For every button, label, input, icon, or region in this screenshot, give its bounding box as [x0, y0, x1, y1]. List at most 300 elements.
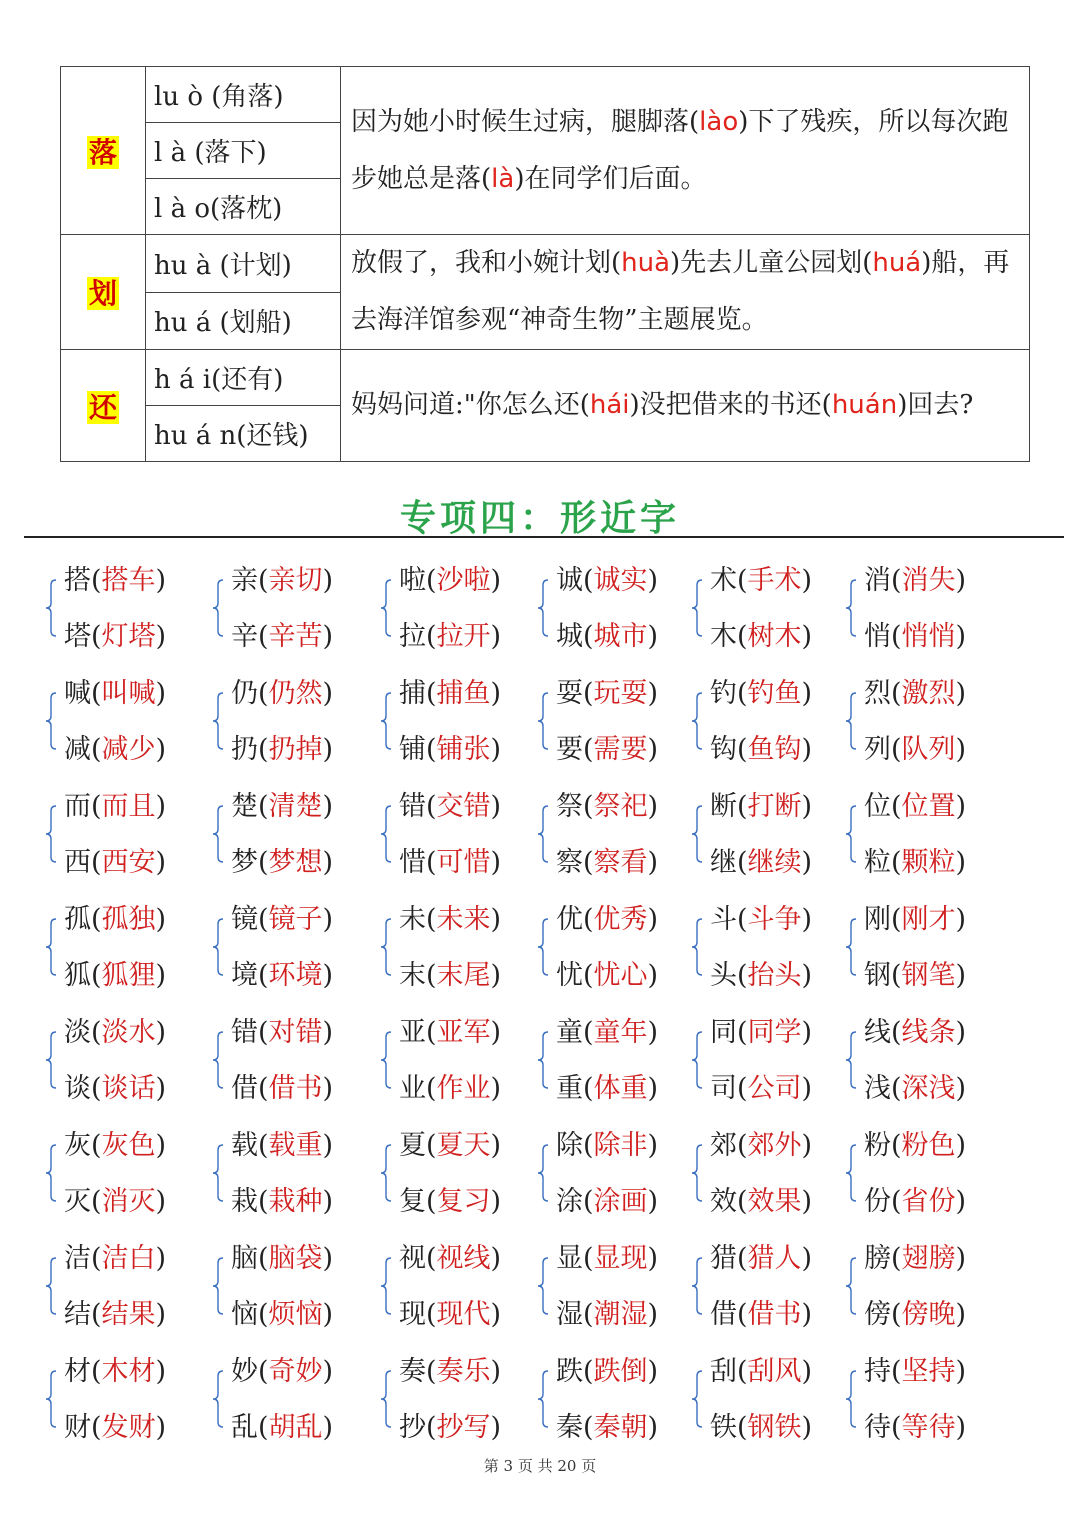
char: 效: [710, 1186, 737, 1217]
char: 淡: [64, 1017, 91, 1048]
paren: ): [490, 1017, 502, 1048]
char-line: [556, 1184, 658, 1220]
char-line: [64, 732, 166, 768]
char: 而: [64, 791, 91, 822]
char-line: [556, 789, 658, 825]
char: 继: [710, 847, 737, 878]
paren: ): [490, 791, 502, 822]
paren: (: [91, 1073, 102, 1104]
brace-icon: [538, 1257, 548, 1315]
example-word: 效果: [747, 1186, 802, 1217]
paren: (: [426, 1073, 437, 1104]
paren: ): [647, 1073, 659, 1104]
char-line: [710, 1241, 812, 1277]
paren: ): [155, 734, 167, 765]
char: 钓: [710, 678, 737, 709]
polyphone-row: [61, 67, 1030, 123]
brace-icon: [846, 918, 856, 976]
char: 借: [231, 1073, 258, 1104]
char-line: [864, 1241, 966, 1277]
char: 粉: [864, 1130, 891, 1161]
example-word: 未来: [436, 904, 491, 935]
paren: (: [583, 1017, 594, 1048]
paren: (: [891, 1073, 902, 1104]
char-line: [556, 1297, 658, 1333]
char: 捕: [399, 678, 426, 709]
char: 拉: [399, 621, 426, 652]
example-word: 除非: [593, 1130, 648, 1161]
pinyin-highlight: lào: [699, 106, 739, 137]
similar-char-pair: [213, 664, 363, 776]
similar-char-pair: [46, 551, 196, 663]
paren: (: [737, 678, 748, 709]
paren: (: [91, 1412, 102, 1443]
similar-char-pair: [692, 1229, 842, 1341]
example-word: 刮风: [747, 1356, 802, 1387]
similar-char-pair: [381, 890, 531, 1002]
paren: ): [801, 904, 813, 935]
paren: ): [647, 1130, 659, 1161]
char-line: [399, 1184, 501, 1220]
example-word: 队列: [901, 734, 956, 765]
example-word: 视线: [436, 1243, 491, 1274]
char: 搭: [64, 565, 91, 596]
similar-char-pair: [692, 664, 842, 776]
paren: ): [155, 1017, 167, 1048]
char: 末: [399, 960, 426, 991]
paren: ): [155, 1073, 167, 1104]
example-word: 捕鱼: [436, 678, 491, 709]
char-line: [231, 1354, 333, 1390]
brace-icon: [213, 1257, 223, 1315]
similar-char-pair: [213, 1003, 363, 1115]
paren: (: [891, 1412, 902, 1443]
similar-char-pair: [213, 777, 363, 889]
similar-char-pair: [381, 664, 531, 776]
pinyin-reading: hu á (划船): [146, 292, 341, 350]
paren: ): [155, 791, 167, 822]
example-word: 辛苦: [268, 621, 323, 652]
char-line: [399, 1015, 501, 1051]
paren: (: [426, 565, 437, 596]
char-line: [399, 676, 501, 712]
paren: ): [647, 1017, 659, 1048]
char: 谈: [64, 1073, 91, 1104]
example-word: 深浅: [901, 1073, 956, 1104]
paren: (: [583, 1130, 594, 1161]
paren: (: [91, 1186, 102, 1217]
paren: (: [91, 565, 102, 596]
char-line: [64, 619, 166, 655]
paren: (: [258, 791, 269, 822]
char: 啦: [399, 565, 426, 596]
similar-char-pair: [538, 551, 688, 663]
example-word: 奇妙: [268, 1356, 323, 1387]
char: 刮: [710, 1356, 737, 1387]
char: 烈: [864, 678, 891, 709]
similar-char-pair: [846, 1003, 996, 1115]
brace-icon: [846, 579, 856, 637]
paren: (: [426, 678, 437, 709]
paren: (: [91, 1243, 102, 1274]
polyphone-char-label: 落: [88, 135, 117, 169]
char: 头: [710, 960, 737, 991]
char-line: [556, 1071, 658, 1107]
example-word: 清楚: [268, 791, 323, 822]
title-divider: [24, 536, 1064, 538]
paren: ): [155, 1299, 167, 1330]
char-line: [231, 845, 333, 881]
pinyin-highlight: hái: [589, 390, 630, 420]
similar-char-pair: [692, 551, 842, 663]
brace-icon: [213, 1144, 223, 1202]
char: 脑: [231, 1243, 258, 1274]
char-line: [399, 1128, 501, 1164]
char: 耍: [556, 678, 583, 709]
char-line: [64, 1071, 166, 1107]
paren: (: [258, 960, 269, 991]
char-line: [710, 732, 812, 768]
char: 猎: [710, 1243, 737, 1274]
similar-char-pair: [538, 890, 688, 1002]
char-line: [399, 619, 501, 655]
paren: (: [583, 791, 594, 822]
char: 境: [231, 960, 258, 991]
similar-char-pair: [213, 551, 363, 663]
brace-icon: [213, 918, 223, 976]
paren: ): [801, 1356, 813, 1387]
char-line: [231, 1128, 333, 1164]
example-word: 借书: [268, 1073, 323, 1104]
char: 列: [864, 734, 891, 765]
char-line: [710, 1184, 812, 1220]
paren: (: [737, 1130, 748, 1161]
example-word: 结果: [101, 1299, 156, 1330]
char-line: [64, 789, 166, 825]
paren: ): [490, 1130, 502, 1161]
pinyin-reading: l à (落下): [146, 123, 341, 179]
char-line: [864, 619, 966, 655]
char-line: [399, 958, 501, 994]
paren: (: [583, 904, 594, 935]
example-word: 消失: [901, 565, 956, 596]
paren: ): [155, 678, 167, 709]
paren: ): [322, 1073, 334, 1104]
char: 持: [864, 1356, 891, 1387]
char-line: [556, 958, 658, 994]
brace-icon: [381, 805, 391, 863]
paren: (: [91, 678, 102, 709]
paren: ): [955, 1356, 967, 1387]
similar-char-pair: [846, 551, 996, 663]
paren: ): [955, 847, 967, 878]
paren: (: [258, 621, 269, 652]
example-word: 激烈: [901, 678, 956, 709]
char: 奏: [399, 1356, 426, 1387]
paren: (: [426, 1243, 437, 1274]
brace-icon: [46, 692, 56, 750]
char-line: [710, 845, 812, 881]
similar-char-pair: [213, 1116, 363, 1228]
char-line: [556, 1128, 658, 1164]
paren: (: [91, 791, 102, 822]
brace-icon: [846, 805, 856, 863]
example-word: 位置: [901, 791, 956, 822]
paren: ): [647, 1356, 659, 1387]
char: 材: [64, 1356, 91, 1387]
similar-char-pair: [46, 777, 196, 889]
char-line: [399, 732, 501, 768]
paren: (: [91, 734, 102, 765]
char-line: [864, 1184, 966, 1220]
paren: ): [955, 565, 967, 596]
char: 塔: [64, 621, 91, 652]
brace-icon: [846, 692, 856, 750]
example-word: 郊外: [747, 1130, 802, 1161]
paren: ): [647, 1412, 659, 1443]
paren: (: [737, 960, 748, 991]
polyphone-char: [61, 350, 146, 462]
example-word: 灰色: [101, 1130, 156, 1161]
paren: (: [426, 791, 437, 822]
example-word: 奏乐: [436, 1356, 491, 1387]
paren: ): [801, 960, 813, 991]
paren: ): [155, 1130, 167, 1161]
paren: ): [155, 565, 167, 596]
char: 仍: [231, 678, 258, 709]
char: 视: [399, 1243, 426, 1274]
example-word: 潮湿: [593, 1299, 648, 1330]
pinyin-reading: lu ò (角落): [146, 67, 341, 123]
brace-icon: [381, 692, 391, 750]
brace-icon: [692, 1257, 702, 1315]
char-line: [710, 1071, 812, 1107]
char: 悄: [864, 621, 891, 652]
example-word: 镜子: [268, 904, 323, 935]
similar-char-pair: [46, 890, 196, 1002]
paren: ): [801, 678, 813, 709]
example-word: 沙啦: [436, 565, 491, 596]
char: 梦: [231, 847, 258, 878]
polyphone-row: [61, 350, 1030, 406]
example-sentence: [341, 235, 1030, 350]
example-sentence: [341, 67, 1030, 235]
paren: ): [155, 1243, 167, 1274]
char: 铺: [399, 734, 426, 765]
char-line: [399, 1241, 501, 1277]
similar-char-pair: [46, 1342, 196, 1454]
char: 抄: [399, 1412, 426, 1443]
char-line: [710, 619, 812, 655]
example-word: 西安: [101, 847, 156, 878]
char: 扔: [231, 734, 258, 765]
example-word: 末尾: [436, 960, 491, 991]
char-line: [64, 1354, 166, 1390]
char-line: [710, 676, 812, 712]
brace-icon: [538, 1144, 548, 1202]
char: 湿: [556, 1299, 583, 1330]
char: 复: [399, 1186, 426, 1217]
paren: (: [737, 847, 748, 878]
example-sentence: [341, 350, 1030, 462]
example-word: 继续: [747, 847, 802, 878]
brace-icon: [538, 918, 548, 976]
char: 减: [64, 734, 91, 765]
brace-icon: [46, 805, 56, 863]
paren: (: [426, 621, 437, 652]
paren: ): [155, 1356, 167, 1387]
brace-icon: [538, 805, 548, 863]
similar-char-pair: [538, 664, 688, 776]
paren: ): [322, 1186, 334, 1217]
char-line: [64, 1015, 166, 1051]
char: 术: [710, 565, 737, 596]
char: 镜: [231, 904, 258, 935]
char: 粒: [864, 847, 891, 878]
char: 借: [710, 1299, 737, 1330]
char-line: [710, 1354, 812, 1390]
char-line: [556, 1241, 658, 1277]
paren: (: [583, 621, 594, 652]
example-word: 叫喊: [101, 678, 156, 709]
char-line: [64, 1128, 166, 1164]
example-word: 作业: [436, 1073, 491, 1104]
example-word: 洁白: [101, 1243, 156, 1274]
paren: ): [322, 565, 334, 596]
paren: ): [155, 621, 167, 652]
similar-char-pair: [692, 1003, 842, 1115]
paren: ): [955, 734, 967, 765]
example-word: 搭车: [101, 565, 156, 596]
paren: (: [583, 960, 594, 991]
paren: ): [322, 678, 334, 709]
paren: ): [490, 678, 502, 709]
similar-char-pair: [213, 1342, 363, 1454]
example-word: 拉开: [436, 621, 491, 652]
section-title: 专项四：形近字: [399, 497, 680, 539]
char: 栽: [231, 1186, 258, 1217]
sentence-text: 放假了，我和小婉计划(: [351, 248, 622, 278]
char-line: [864, 732, 966, 768]
sentence-text: )在同学们后面。: [514, 163, 707, 194]
example-word: 发财: [101, 1412, 156, 1443]
char-line: [864, 958, 966, 994]
char-line: [864, 1297, 966, 1333]
example-word: 等待: [901, 1412, 956, 1443]
paren: ): [955, 960, 967, 991]
paren: (: [737, 1299, 748, 1330]
similar-char-pair: [46, 1003, 196, 1115]
paren: ): [647, 847, 659, 878]
example-word: 抬头: [747, 960, 802, 991]
char: 铁: [710, 1412, 737, 1443]
char-line: [556, 1354, 658, 1390]
char: 重: [556, 1073, 583, 1104]
char-line: [231, 732, 333, 768]
char-line: [864, 1354, 966, 1390]
char-line: [556, 732, 658, 768]
example-word: 仍然: [268, 678, 323, 709]
page-footer: 第 3 页 共 20 页: [483, 1457, 597, 1475]
char: 灭: [64, 1186, 91, 1217]
paren: (: [91, 904, 102, 935]
char: 钢: [864, 960, 891, 991]
char-line: [864, 902, 966, 938]
char-line: [399, 789, 501, 825]
similar-char-pair: [692, 1342, 842, 1454]
example-word: 夏天: [436, 1130, 491, 1161]
char: 同: [710, 1017, 737, 1048]
paren: (: [426, 904, 437, 935]
paren: (: [583, 1299, 594, 1330]
char: 祭: [556, 791, 583, 822]
char: 诚: [556, 565, 583, 596]
similar-char-pair: [692, 1116, 842, 1228]
similar-char-pair: [692, 890, 842, 1002]
char: 郊: [710, 1130, 737, 1161]
paren: ): [322, 791, 334, 822]
paren: ): [955, 1186, 967, 1217]
example-word: 对错: [268, 1017, 323, 1048]
paren: (: [426, 1186, 437, 1217]
paren: ): [490, 621, 502, 652]
paren: ): [155, 1186, 167, 1217]
char-line: [231, 1241, 333, 1277]
char: 份: [864, 1186, 891, 1217]
paren: ): [155, 960, 167, 991]
char-line: [64, 1241, 166, 1277]
example-word: 坚持: [901, 1356, 956, 1387]
example-word: 手术: [747, 565, 802, 596]
paren: (: [91, 960, 102, 991]
example-word: 颗粒: [901, 847, 956, 878]
brace-icon: [692, 1031, 702, 1089]
example-word: 打断: [747, 791, 802, 822]
char-line: [231, 619, 333, 655]
paren: (: [258, 734, 269, 765]
paren: (: [91, 1130, 102, 1161]
char: 喊: [64, 678, 91, 709]
paren: ): [955, 791, 967, 822]
brace-icon: [692, 918, 702, 976]
paren: (: [891, 1130, 902, 1161]
char: 显: [556, 1243, 583, 1274]
paren: ): [322, 734, 334, 765]
sentence-text: )船，再去海洋馆参观“神奇生物”主题展览。: [351, 248, 1010, 335]
char: 错: [231, 1017, 258, 1048]
brace-icon: [46, 1144, 56, 1202]
brace-icon: [846, 1257, 856, 1315]
example-word: 胡乱: [268, 1412, 323, 1443]
char-line: [231, 1297, 333, 1333]
paren: ): [490, 734, 502, 765]
brace-icon: [538, 1031, 548, 1089]
similar-char-pair: [846, 1229, 996, 1341]
paren: (: [737, 1356, 748, 1387]
paren: ): [322, 1356, 334, 1387]
char-line: [64, 1297, 166, 1333]
brace-icon: [692, 805, 702, 863]
sentence-text: )先去儿童公园划(: [670, 248, 873, 278]
char: 涂: [556, 1186, 583, 1217]
paren: ): [801, 1299, 813, 1330]
paren: ): [955, 1412, 967, 1443]
paren: ): [155, 904, 167, 935]
char: 童: [556, 1017, 583, 1048]
paren: (: [258, 904, 269, 935]
char-line: [710, 1297, 812, 1333]
example-word: 淡水: [101, 1017, 156, 1048]
